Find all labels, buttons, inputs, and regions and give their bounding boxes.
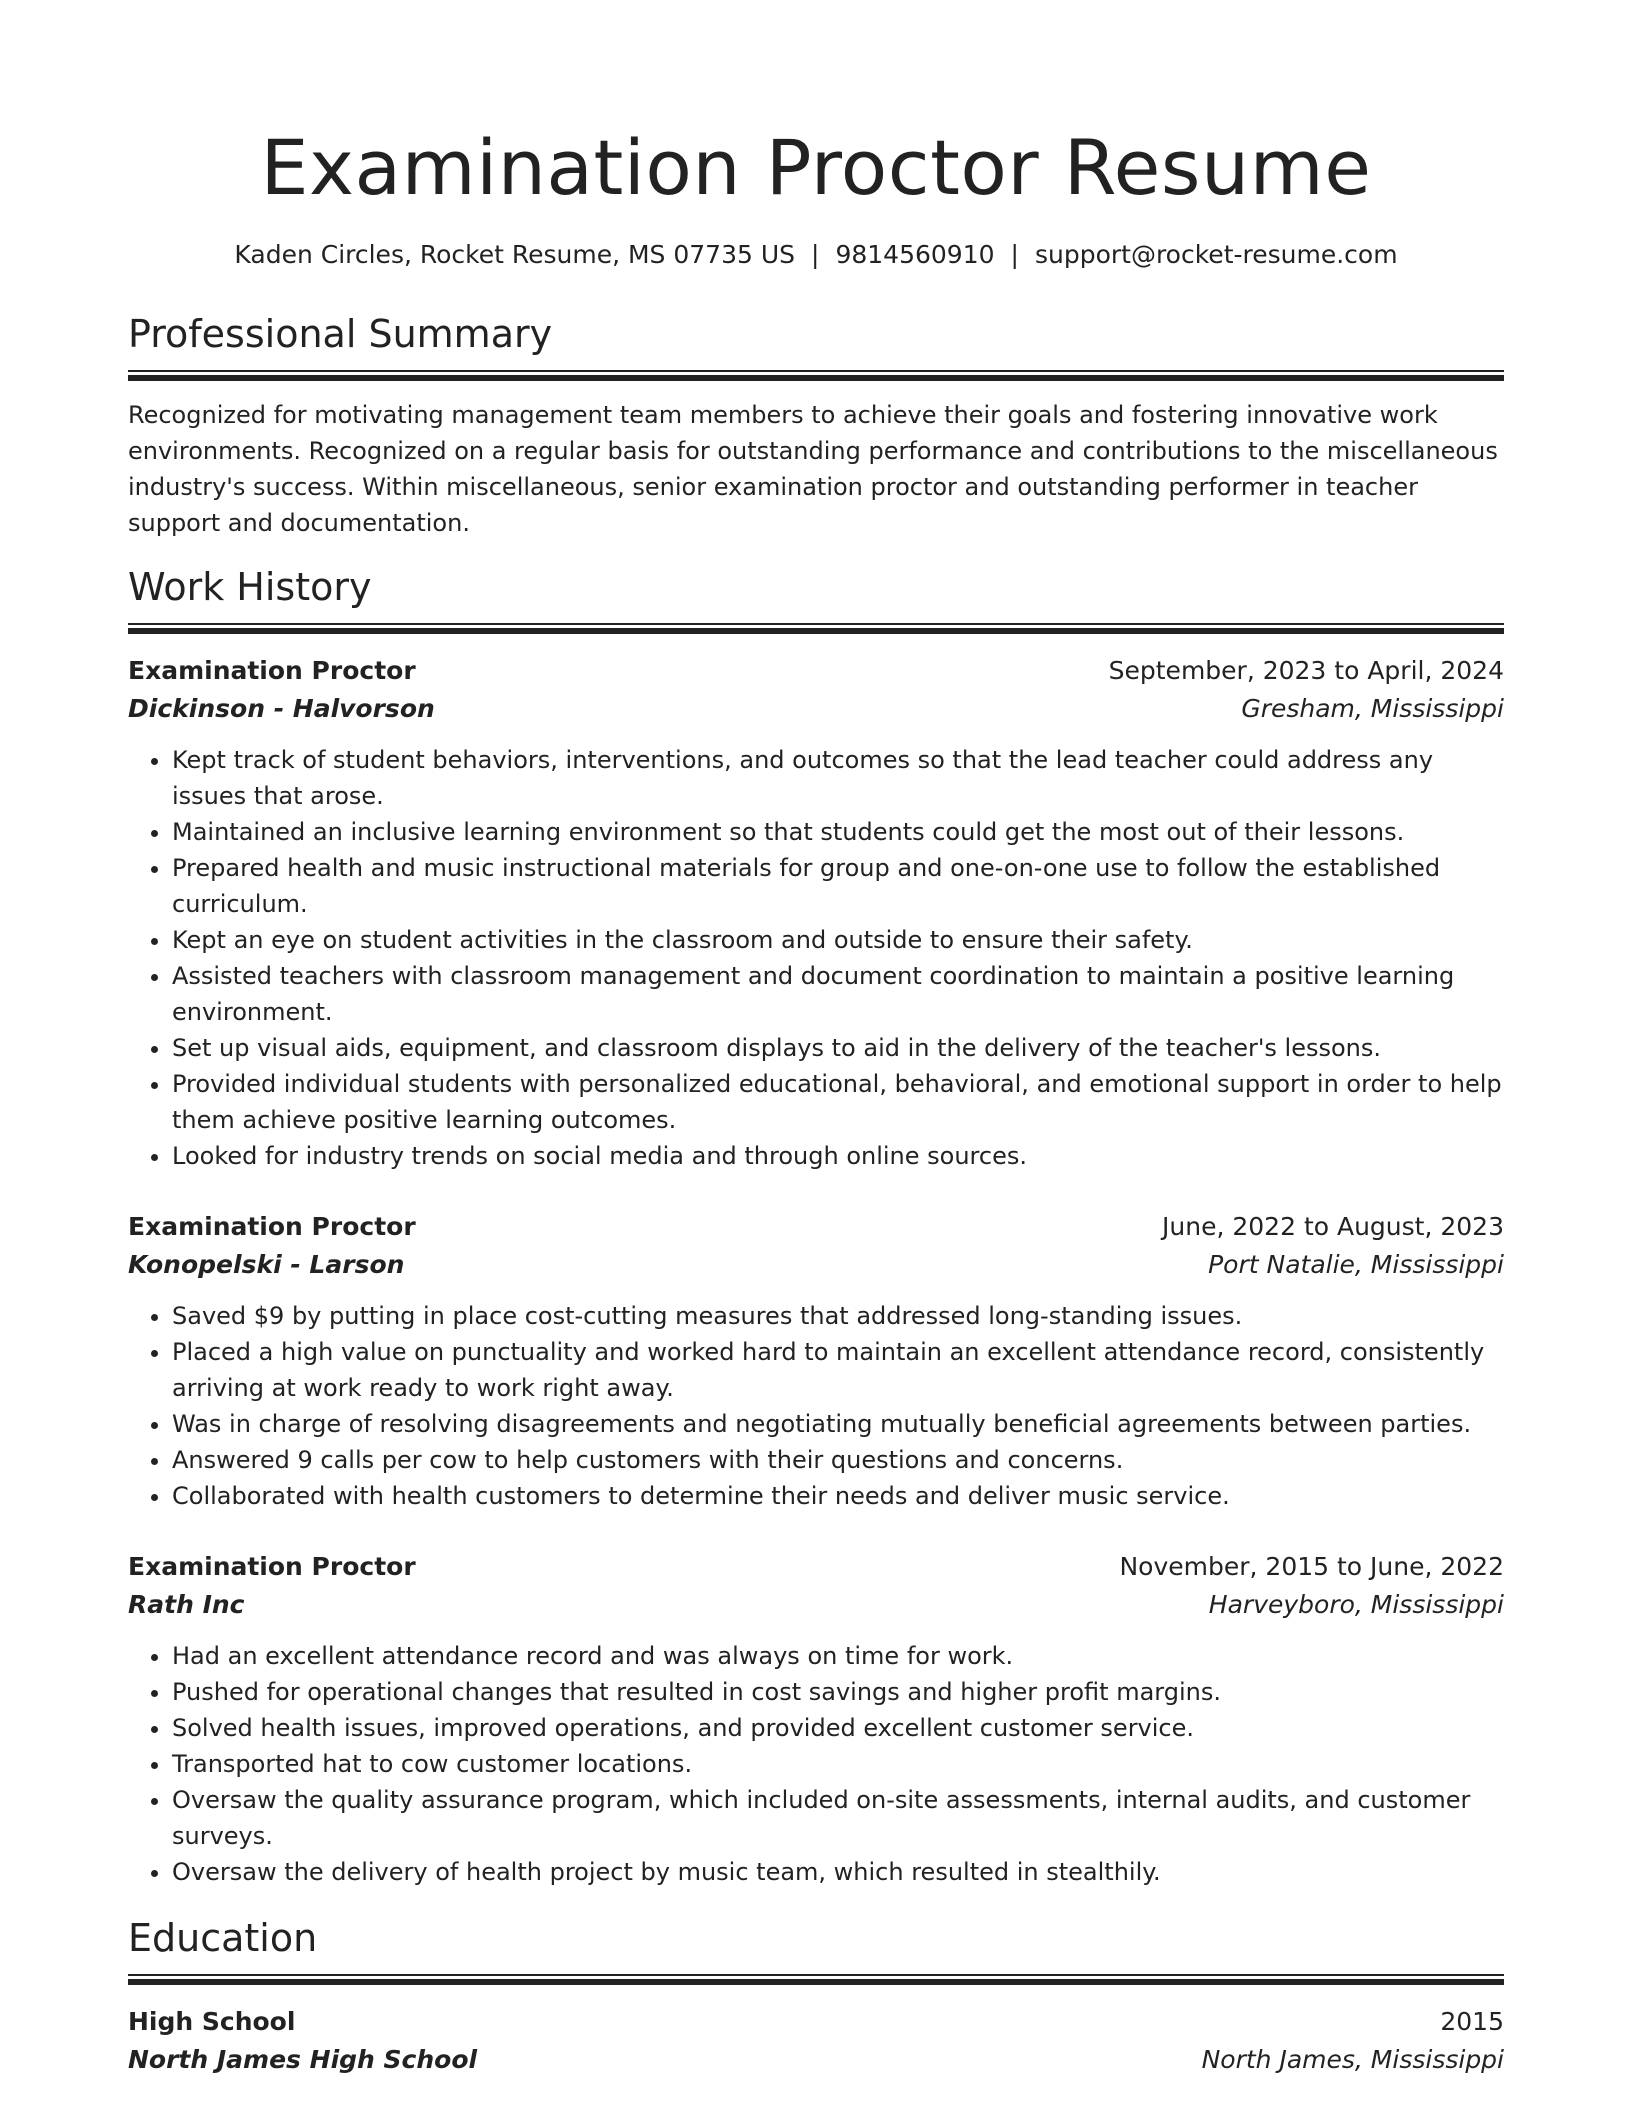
list-item: • Assisted teachers with classroom management and document coordination to maintain a positive learning environment.	[172, 958, 1504, 1030]
job-title: Examination Proctor	[128, 1552, 416, 1581]
list-item: • Set up visual aids, equipment, and classroom displays to aid in the delivery of the teacher's lessons.	[172, 1030, 1504, 1066]
education-year: 2015	[1440, 2007, 1504, 2036]
list-item: • Prepared health and music instructional materials for group and one-on-one use to follow the established curriculum.	[172, 850, 1504, 922]
list-item: • Provided individual students with personalized educational, behavioral, and emotional support in order to help them achieve positive learning outcomes.	[172, 1066, 1504, 1138]
summary-section	[128, 310, 1504, 541]
job-location: Port Natalie, Mississippi	[1208, 1250, 1504, 1279]
job-bullets	[128, 1638, 1504, 1890]
education-heading: Education	[128, 1916, 318, 1960]
resume-title: Examination Proctor Resume	[260, 123, 1372, 212]
education-section	[128, 1914, 1504, 2079]
list-item: • Maintained an inclusive learning environment so that students could get the most out of their lessons.	[172, 814, 1504, 850]
education-degree: High School	[128, 2007, 296, 2036]
list-item: • Kept an eye on student activities in the classroom and outside to ensure their safety.	[172, 922, 1504, 958]
contact-separator: |	[811, 240, 820, 269]
list-item: • Answered 9 calls per cow to help customers with their questions and concerns.	[172, 1442, 1504, 1478]
contact-line	[128, 238, 1504, 272]
contact-separator: |	[1010, 240, 1019, 269]
education-location: North James, Mississippi	[1201, 2045, 1504, 2074]
work-history-section	[128, 563, 1504, 1890]
summary-heading: Professional Summary	[128, 312, 553, 356]
job-entry	[128, 1208, 1504, 1514]
job-title: Examination Proctor	[128, 656, 416, 685]
list-item: • Collaborated with health customers to determine their needs and deliver music service.	[172, 1478, 1504, 1514]
list-item: • Looked for industry trends on social media and through online sources.	[172, 1138, 1504, 1174]
list-item: • Oversaw the quality assurance program, which included on-site assessments, internal audits, and customer surveys.	[172, 1782, 1504, 1854]
list-item: • Was in charge of resolving disagreements and negotiating mutually beneficial agreements between parties.	[172, 1406, 1504, 1442]
contact-address: Kaden Circles, Rocket Resume, MS 07735 US	[234, 240, 796, 269]
list-item: • Saved $9 by putting in place cost-cutting measures that addressed long-standing issues.	[172, 1298, 1504, 1334]
job-employer: Konopelski - Larson	[128, 1250, 405, 1279]
resume-header	[128, 0, 1504, 272]
education-school: North James High School	[128, 2045, 478, 2074]
work-history-heading: Work History	[128, 565, 372, 609]
section-divider	[128, 370, 1504, 381]
job-location: Gresham, Mississippi	[1241, 694, 1504, 723]
section-divider	[128, 1974, 1504, 1985]
contact-phone: 9814560910	[835, 240, 995, 269]
job-entry	[128, 652, 1504, 1174]
contact-email: support@rocket-resume.com	[1034, 240, 1398, 269]
job-entry	[128, 1548, 1504, 1890]
job-bullets	[128, 742, 1504, 1174]
job-employer: Rath Inc	[128, 1590, 245, 1619]
job-employer: Dickinson - Halvorson	[128, 694, 435, 723]
summary-text: Recognized for motivating management team members to achieve their goals and fostering innovative work environments. Recognized on a regular basis for outstanding performance and contributions to the miscellaneous industry's success. Within miscellaneous, senior examination proctor and outstanding performer in teacher support and documentation.	[128, 401, 1498, 537]
job-bullets	[128, 1298, 1504, 1514]
list-item: • Kept track of student behaviors, interventions, and outcomes so that the lead teacher could address any issues that arose.	[172, 742, 1504, 814]
job-location: Harveyboro, Mississippi	[1208, 1590, 1504, 1619]
list-item: • Placed a high value on punctuality and worked hard to maintain an excellent attendance record, consistently arriving at work ready to work right away.	[172, 1334, 1504, 1406]
job-dates: November, 2015 to June, 2022	[1119, 1552, 1504, 1581]
list-item: • Solved health issues, improved operations, and provided excellent customer service.	[172, 1710, 1504, 1746]
job-dates: September, 2023 to April, 2024	[1108, 656, 1504, 685]
job-dates: June, 2022 to August, 2023	[1162, 1212, 1504, 1241]
education-entry	[128, 2003, 1504, 2079]
job-title: Examination Proctor	[128, 1212, 416, 1241]
section-divider	[128, 623, 1504, 634]
list-item: • Had an excellent attendance record and was always on time for work.	[172, 1638, 1504, 1674]
list-item: • Transported hat to cow customer locations.	[172, 1746, 1504, 1782]
list-item: • Oversaw the delivery of health project by music team, which resulted in stealthily.	[172, 1854, 1504, 1890]
list-item: • Pushed for operational changes that resulted in cost savings and higher profit margins.	[172, 1674, 1504, 1710]
